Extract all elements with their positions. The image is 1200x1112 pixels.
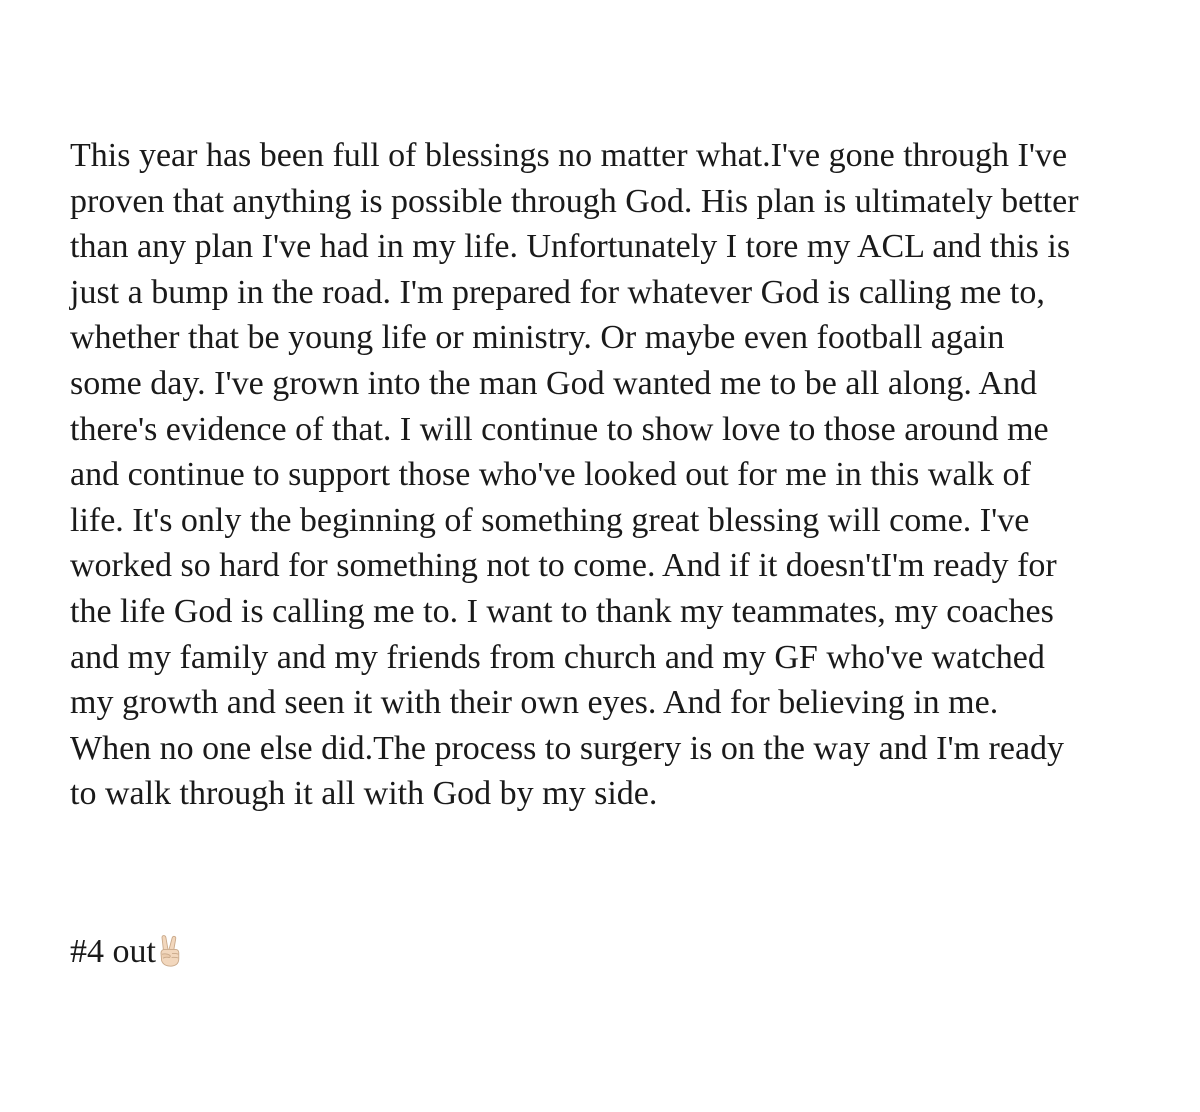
statement-line: there's evidence of that. I will continue to show love to those around me: [70, 410, 1049, 448]
statement-line: just a bump in the road. I'm prepared for whatever God is calling me to,: [70, 273, 1045, 311]
statement-line: When no one else did.The process to surgery is on the way and I'm ready: [70, 729, 1065, 767]
statement-line: This year has been full of blessings no matter what.I've gone through I've: [70, 137, 1068, 174]
statement-line: and my family and my friends from church and my GF who've watched: [70, 638, 1045, 676]
statement-line: proven that anything is possible through God. His plan is ultimately better: [70, 182, 1079, 220]
statement-line: the life God is calling me to. I want to thank my teammates, my coaches: [70, 592, 1054, 630]
statement-line: my growth and seen it with their own eyes. And for believing in me.: [70, 684, 999, 722]
signoff: [70, 929, 183, 981]
statement-line: some day. I've grown into the man God wanted me to be all along. And: [70, 364, 1038, 402]
statement-line: life. It's only the beginning of something great blessing will come. I've: [70, 501, 1030, 539]
statement-line: worked so hard for something not to come. And if it doesn'tI'm ready for: [70, 547, 1057, 585]
statement-line: and continue to support those who've looked out for me in this walk of: [70, 456, 1031, 494]
signoff-text: #4 out: [70, 933, 156, 970]
statement-line: whether that be young life or ministry. Or maybe even football again: [70, 319, 1005, 357]
statement-line: to walk through it all with God by my side.: [70, 775, 658, 813]
victory-hand-icon: [157, 934, 183, 981]
statement-body: [70, 133, 1150, 817]
statement-line: than any plan I've had in my life. Unfortunately I tore my ACL and this is: [70, 228, 1071, 266]
